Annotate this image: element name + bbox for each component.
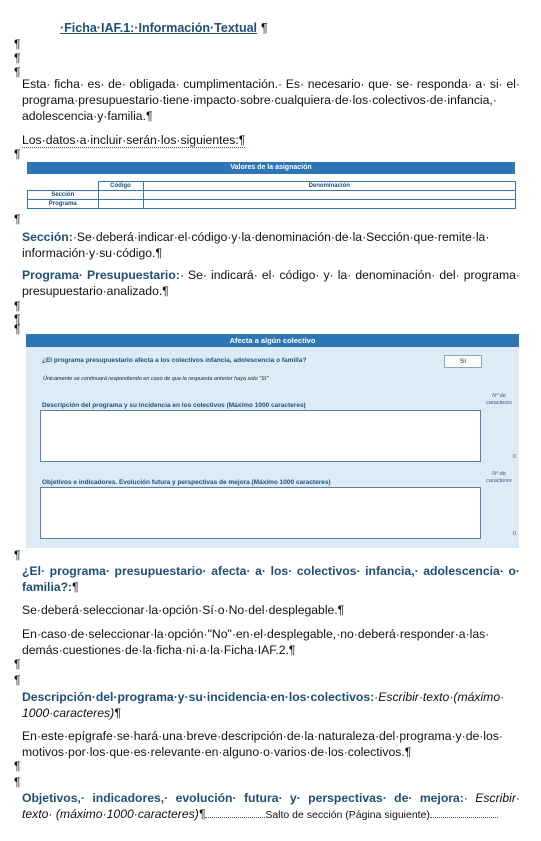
section-break-label: Salto de sección (Página siguiente) bbox=[265, 809, 430, 821]
empty-paragraph: ¶ bbox=[14, 65, 21, 79]
seccion-codigo-cell[interactable] bbox=[98, 191, 143, 200]
programa-text: · Se· indicará· el· código· y· la· denominación· del· programa· presupuestario·analizado.¶ bbox=[22, 268, 520, 298]
intro-paragraph: Esta· ficha· es· de· obligada· cumplimentación.· Es· necesario· que· se· responda· a· si· el· programa·presupuestario·tiene·impacto·sobre·cualquiera·de·los·colectivos·de·infancia,· adolescencia·y·familia.¶ bbox=[22, 77, 520, 123]
empty-paragraph: ¶ bbox=[14, 657, 21, 671]
asignacion-table bbox=[27, 181, 516, 209]
section-break-dots bbox=[430, 809, 498, 818]
programa-denominacion-cell[interactable] bbox=[143, 200, 516, 209]
chars-label-1: Nº de caracteres bbox=[486, 393, 512, 406]
empty-paragraph: ¶ bbox=[14, 312, 21, 326]
col-codigo: Código bbox=[98, 182, 143, 191]
programa-codigo-cell[interactable] bbox=[98, 200, 143, 209]
empty-paragraph: ¶ bbox=[14, 673, 21, 687]
col-denominacion: Denominación bbox=[143, 182, 516, 191]
afecta-paragraph-1: Se·deberá·seleccionar·la·opción·Sí·o·No·del·desplegable.¶ bbox=[22, 603, 345, 617]
afecta-label: ¿El· programa· presupuestario· afecta· a· los· colectivos· infancia,· adolescencia· o· familia?: bbox=[22, 564, 520, 594]
programa-label: Programa· Presupuestario: bbox=[22, 268, 180, 282]
empty-paragraph: ¶ bbox=[14, 37, 21, 51]
title-pilcrow: ¶ bbox=[261, 21, 268, 35]
objetivos-text: · Escribir· texto· (máximo·1000·caracteres)¶ bbox=[22, 791, 520, 821]
seccion-label: Sección: bbox=[22, 230, 73, 244]
empty-paragraph: ¶ bbox=[14, 759, 21, 773]
datos-label: Los·datos·a·incluir·serán·los·siguientes:¶ bbox=[22, 133, 246, 147]
objetivos-label: Objetivos,· indicadores,· evolución· futura· y· perspectivas· de· mejora: bbox=[22, 791, 464, 805]
empty-paragraph: ¶ bbox=[14, 548, 21, 562]
panel-question: ¿El programa presupuestario afecta a los colectivos infancia, adolescencia o familia? bbox=[42, 357, 307, 364]
seccion-paragraph bbox=[22, 229, 520, 261]
empty-paragraph: ¶ bbox=[14, 299, 21, 313]
empty-paragraph: ¶ bbox=[14, 322, 21, 336]
desc-textarea[interactable] bbox=[40, 410, 481, 462]
row-seccion: Sección bbox=[28, 191, 99, 200]
descripcion-text: ·Escribir·texto·(máximo· 1000·caracteres)¶ bbox=[22, 690, 505, 720]
seccion-denominacion-cell[interactable] bbox=[143, 191, 516, 200]
desc-box-label: Descripción del programa y su incidencia en los colectivos (Máximo 1000 caracteres) bbox=[42, 402, 306, 409]
obj-box-label: Objetivos e indicadores. Evolución futura y perspectivas de mejora (Máximo 1000 caracteres) bbox=[42, 479, 331, 486]
table-header-bar: Valores de la asignación bbox=[27, 162, 515, 174]
panel-note: Únicamente se continuará respondiendo en caso de que la respuesta anterior haya sido "Sí" bbox=[43, 376, 269, 382]
datos-paragraph bbox=[22, 132, 520, 148]
row-programa: Programa bbox=[28, 200, 99, 209]
descripcion-heading bbox=[22, 689, 520, 721]
obj-textarea[interactable] bbox=[40, 487, 481, 539]
char-count-2: 0 bbox=[513, 531, 517, 537]
afecta-paragraph-2: En·caso·de·seleccionar·la·opción·"No"·en·el·desplegable,·no·deberá·responder·a·las· demás·cuestiones·de·la·ficha·ni·a·la·Ficha·IAF.2.¶ bbox=[22, 627, 490, 657]
afecta-pilcrow: ¶ bbox=[72, 580, 79, 594]
char-count-1: 0 bbox=[513, 454, 517, 460]
descripcion-paragraph: En·este·epígrafe·se·hará·una·breve·descripción·de·la·naturaleza·del·programa·y·de·los· motivos·por·los·que·es·relevante·en·alguno·o·varios·de·los·colectivos.¶ bbox=[22, 729, 503, 759]
empty-paragraph: ¶ bbox=[14, 147, 21, 161]
section-break-dots bbox=[205, 809, 265, 818]
afecta-select[interactable]: Sí bbox=[444, 355, 482, 368]
chars-label-2: Nº de caracteres bbox=[486, 471, 512, 484]
seccion-text: ·Se·deberá·indicar·el·código·y·la·denominación·de·la·Sección·que·remite·la· información·y·su·código.¶ bbox=[22, 230, 490, 260]
descripcion-label: Descripción·del·programa·y·su·incidencia·en·los·colectivos: bbox=[22, 690, 375, 704]
programa-paragraph bbox=[22, 267, 520, 299]
objetivos-heading bbox=[22, 790, 520, 823]
empty-paragraph: ¶ bbox=[14, 775, 21, 789]
afecta-heading bbox=[22, 563, 520, 595]
page-title: ·Ficha·IAF.1:·Información·Textual bbox=[60, 21, 258, 35]
empty-paragraph: ¶ bbox=[14, 51, 21, 65]
empty-paragraph: ¶ bbox=[14, 212, 21, 226]
panel-header: Afecta a algún colectivo bbox=[26, 334, 519, 347]
